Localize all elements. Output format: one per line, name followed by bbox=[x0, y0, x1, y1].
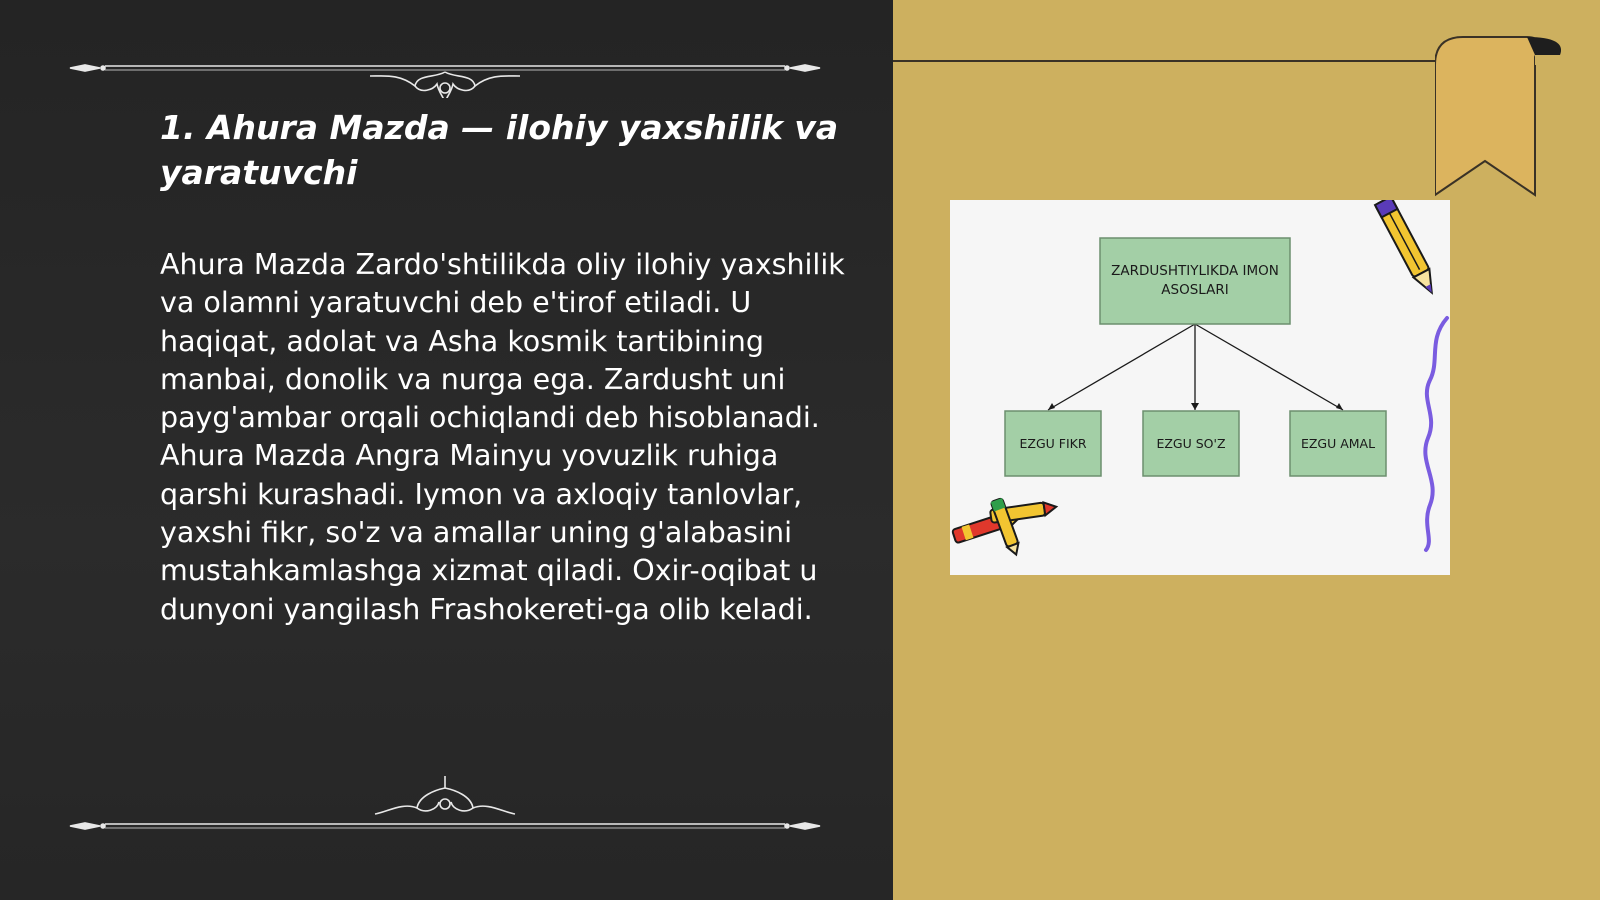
pen-icon bbox=[1375, 200, 1440, 297]
ornament-divider-top bbox=[65, 38, 825, 98]
bookmark-ribbon-icon bbox=[1435, 35, 1600, 200]
slide-title: 1. Ahura Mazda — ilohiy yaxshilik va yaratuvchi bbox=[160, 108, 839, 192]
diagram-image bbox=[950, 200, 1450, 575]
slide-body-text: Ahura Mazda Zardo'shtilikda oliy ilohiy yaxshilik va olamni yaratuvchi deb e'tirof etiladi. U haqiqat, adolat va Asha kosmik tartibining manbai, donolik va nurga ega. Zardusht uni payg'ambar orqali ochiqlandi deb hisoblanadi. Ahura Mazda Angra Mainyu yovuzlik ruhiga qarshi kurashadi. Iymon va axloqiy tanlovlar, yaxshi fikr, so'z va amallar uning g'alabasini mustahkamlashga xizmat qiladi. Oxir-oqibat u dunyoni yangilash Frashokereti-ga olib keladi. bbox=[160, 248, 845, 626]
ornament-divider-bottom bbox=[65, 772, 825, 832]
crayons-icon bbox=[952, 498, 1057, 557]
diagram-child-box: EZGU SO'Z bbox=[1156, 436, 1226, 451]
diagram-child-box: EZGU FIKR bbox=[1019, 436, 1087, 451]
diagram-root-box: ZARDUSHTIYLIKDA IMON ASOSLARI bbox=[1111, 263, 1279, 298]
diagram-child-box: EZGU AMAL bbox=[1300, 436, 1376, 451]
squiggle-line-icon bbox=[1425, 318, 1447, 550]
divider-line bbox=[893, 60, 1438, 62]
